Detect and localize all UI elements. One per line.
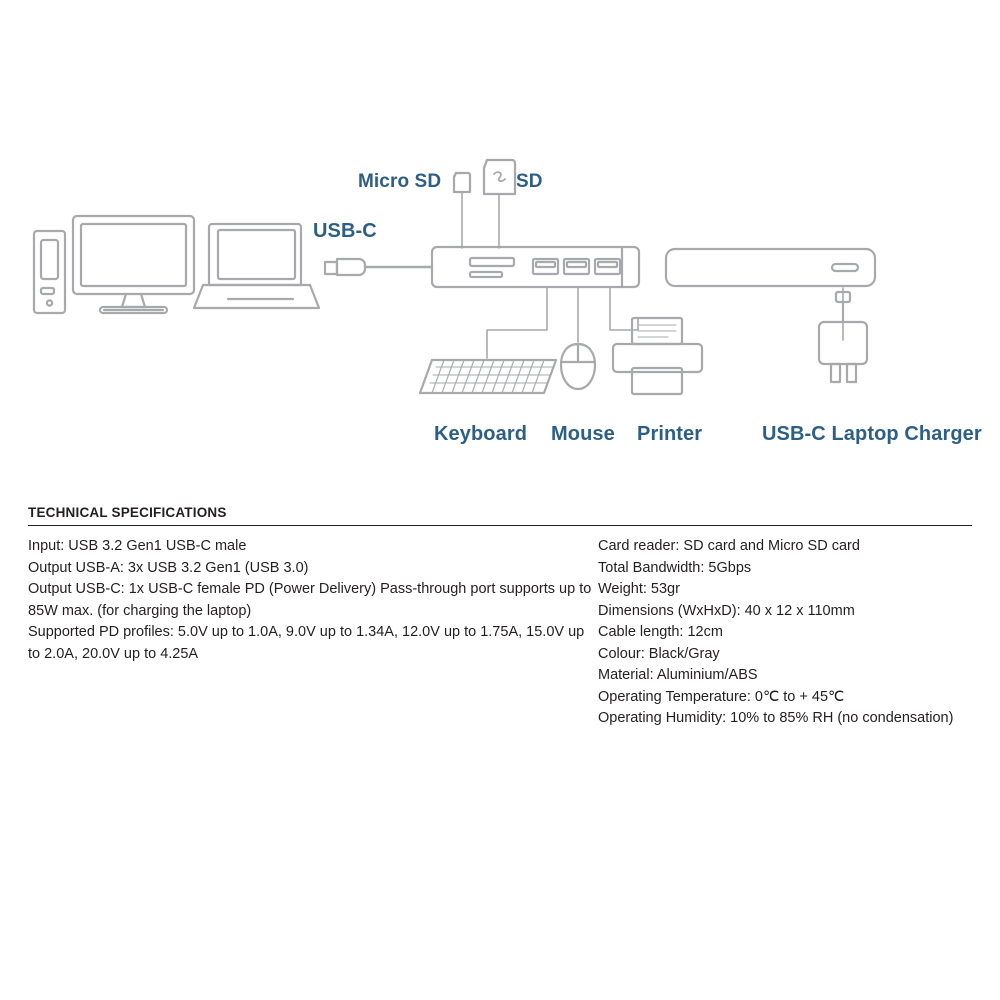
external-drive-icon	[666, 249, 875, 286]
label-usb-c: USB-C	[313, 220, 377, 242]
technical-specifications	[28, 505, 972, 730]
spec-line: Cable length: 12cm	[598, 624, 723, 640]
laptop-icon	[194, 224, 319, 308]
spec-line: Supported PD profiles: 5.0V up to 1.0A, 9.0V up to 1.34A, 12.0V up to 1.75A, 15.0V up to 2.0A, 20.0V up to 4.25A	[28, 624, 585, 662]
label-keyboard: Keyboard	[434, 423, 528, 445]
label-printer: Printer	[637, 423, 703, 445]
spec-line: Input: USB 3.2 Gen1 USB-C male	[28, 538, 247, 554]
desktop-tower-icon	[34, 231, 65, 313]
usb-c-hub-icon	[432, 247, 639, 287]
connection-diagram	[0, 0, 1000, 470]
label-usb-c-laptop-charger: USB-C Laptop Charger	[762, 423, 982, 445]
micro-sd-card-icon	[454, 173, 470, 192]
spec-line: Total Bandwidth: 5Gbps	[598, 559, 752, 576]
keyboard-icon	[420, 360, 556, 393]
printer-leader-line	[610, 288, 638, 330]
spec-line: Output USB-C: 1x USB-C female PD (Power Delivery) Pass-through port supports up to 85W max. (for charging the laptop)	[28, 581, 592, 619]
label-sd: SD	[516, 171, 543, 192]
specs-divider	[28, 525, 972, 526]
spec-line: Colour: Black/Gray	[598, 645, 720, 662]
specs-column-right	[598, 536, 972, 730]
label-mouse: Mouse	[551, 423, 615, 445]
spec-line: Operating Temperature: 0℃ to + 45℃	[598, 688, 845, 705]
spec-line: Material: Aluminium/ABS	[598, 667, 758, 683]
specs-column-left	[28, 536, 598, 730]
mouse-icon	[561, 344, 595, 389]
spec-line: Card reader: SD card and Micro SD card	[598, 538, 860, 554]
spec-line: Dimensions (WxHxD): 40 x 12 x 110mm	[598, 602, 855, 619]
spec-line: Operating Humidity: 10% to 85% RH (no condensation)	[598, 710, 954, 726]
spec-line: Output USB-A: 3x USB 3.2 Gen1 (USB 3.0)	[28, 559, 309, 576]
usb-c-cable	[325, 259, 432, 275]
sd-card-icon	[484, 160, 515, 194]
label-micro-sd: Micro SD	[358, 171, 442, 192]
keyboard-leader-line	[487, 288, 547, 358]
specs-title: TECHNICAL SPECIFICATIONS	[28, 505, 227, 520]
monitor-icon	[73, 216, 194, 313]
spec-line: Weight: 53gr	[598, 581, 680, 597]
diagram-svg	[0, 0, 1000, 470]
